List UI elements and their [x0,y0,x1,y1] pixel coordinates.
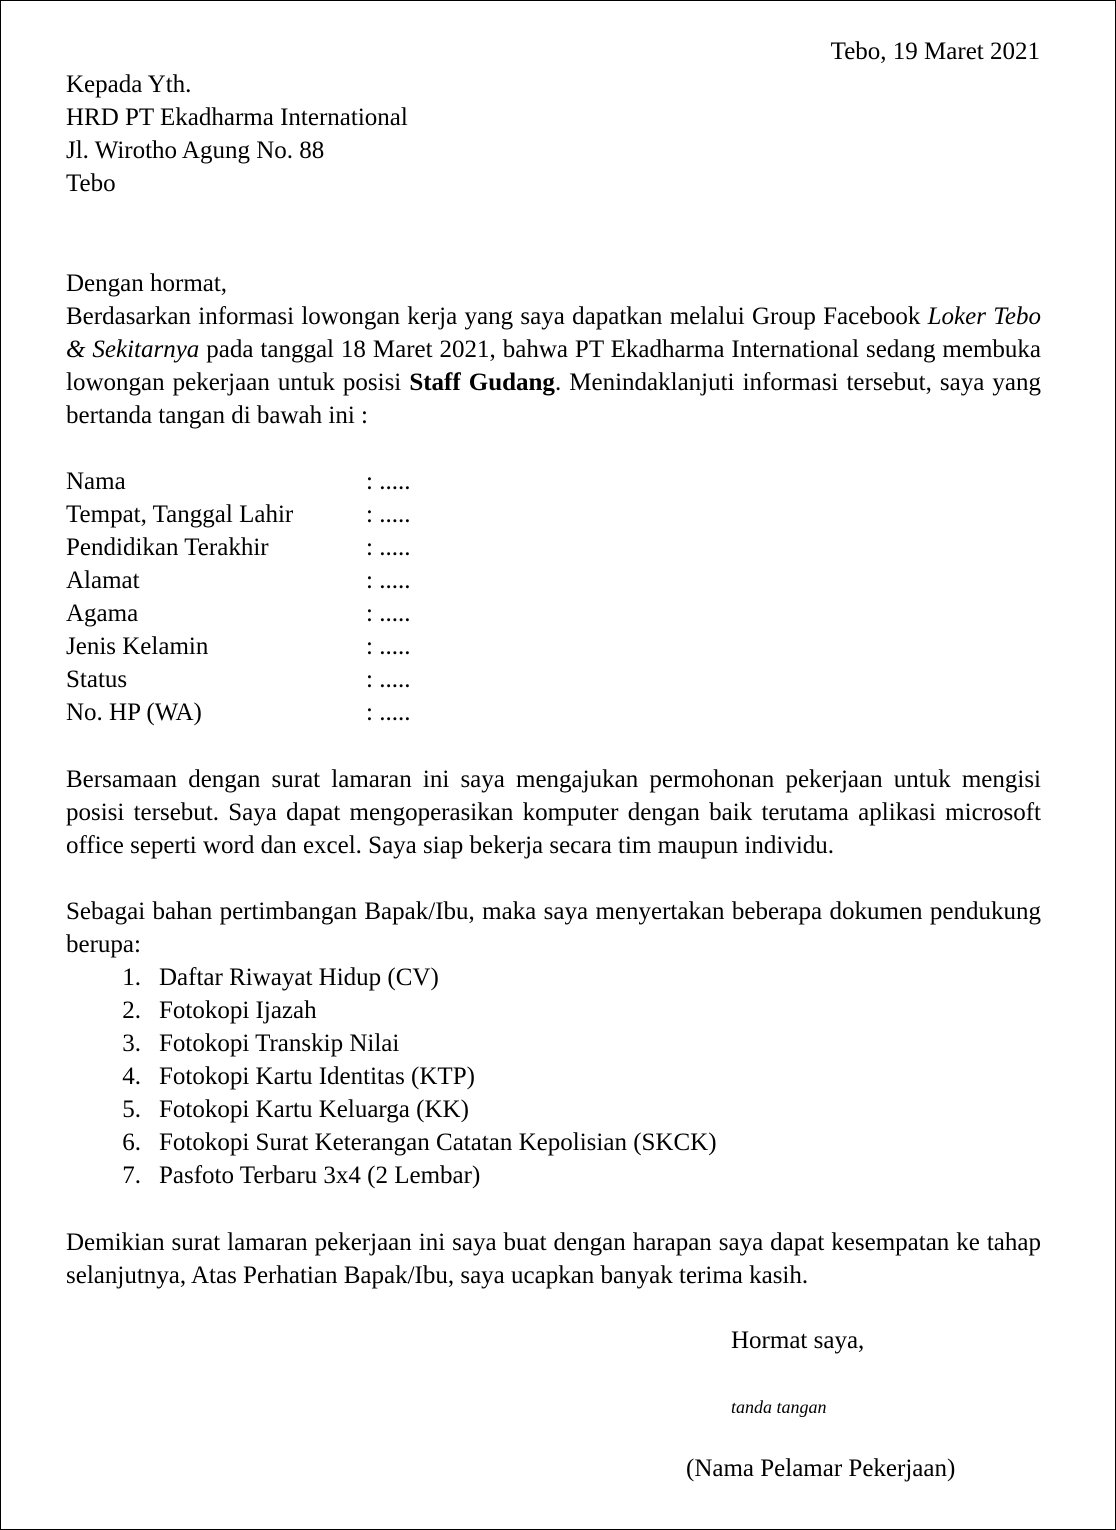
field-value: : ..... [366,534,411,561]
personal-data-row [66,531,1041,564]
field-label: Agama [66,600,139,627]
intro-text: Berdasarkan informasi lowongan kerja yang saya dapatkan melalui Group Facebook [66,303,928,330]
field-value: : ..... [366,600,411,627]
document-item [66,961,717,994]
recipient-line: Kepada Yth. [66,71,192,98]
document-text: Fotokopi Ijazah [159,997,317,1024]
document-text: Fotokopi Transkip Nilai [159,1030,400,1057]
document-item [66,1093,717,1126]
personal-data-row [66,465,1041,498]
field-label: Jenis Kelamin [66,633,209,660]
job-position: Staff Gudang [409,369,555,396]
recipient-line: Jl. Wirotho Agung No. 88 [66,137,325,164]
document-text: Pasfoto Terbaru 3x4 (2 Lembar) [159,1162,481,1189]
document-item [66,1027,717,1060]
sign-off: Hormat saya, [731,1327,865,1354]
field-label: No. HP (WA) [66,699,202,726]
facebook-group-name: Loker Tebo & Sekitarnya [66,303,1041,363]
personal-data-row [66,630,1041,663]
documents-list [66,961,717,1192]
personal-data-row [66,696,1041,729]
personal-data-list [66,465,1041,729]
intro-text: pada tanggal 18 Maret 2021, bahwa PT Ekadharma International sedang membuka lowongan pekerjaan untuk posisi [66,336,1042,396]
document-number: 7. [122,1162,141,1189]
salutation: Dengan hormat, [66,270,228,297]
recipient-line: Tebo [66,170,116,197]
field-value: : ..... [366,468,411,495]
signer-name: (Nama Pelamar Pekerjaan) [686,1455,956,1482]
personal-data-row [66,564,1041,597]
field-value: : ..... [366,567,411,594]
document-number: 4. [122,1063,141,1090]
field-label: Pendidikan Terakhir [66,534,269,561]
document-number: 3. [122,1030,141,1057]
signature-placeholder: tanda tangan [731,1397,827,1417]
document-item [66,994,717,1027]
recipient-address [66,68,1041,200]
document-number: 5. [122,1096,141,1123]
document-text: Fotokopi Surat Keterangan Catatan Kepolisian (SKCK) [159,1129,717,1156]
field-label: Status [66,666,128,693]
document-item [66,1060,717,1093]
field-value: : ..... [366,501,411,528]
recipient-line: HRD PT Ekadharma International [66,104,408,131]
closing-paragraph: Demikian surat lamaran pekerjaan ini saya buat dengan harapan saya dapat kesempatan ke tahap selanjutnya, Atas Perhatian Bapak/Ibu, saya ucapkan banyak terima kasih. [66,1229,1041,1289]
intro-text: . Menindaklanjuti informasi tersebut, saya yang bertanda tangan di bawah ini : [66,369,1041,429]
field-label: Nama [66,468,126,495]
personal-data-row [66,663,1041,696]
field-value: : ..... [366,633,411,660]
field-value: : ..... [366,699,411,726]
document-number: 6. [122,1129,141,1156]
personal-data-row [66,498,1041,531]
documents-intro: Sebagai bahan pertimbangan Bapak/Ibu, maka saya menyertakan beberapa dokumen pendukung berupa: [66,898,1041,958]
field-label: Alamat [66,567,140,594]
document-number: 2. [122,997,141,1024]
field-value: : ..... [366,666,411,693]
body-paragraph: Bersamaan dengan surat lamaran ini saya mengajukan permohonan pekerjaan untuk mengisi posisi tersebut. Saya dapat mengoperasikan komputer dengan baik terutama aplikasi microsoft office seperti word dan excel. Saya siap bekerja secara tim maupun individu. [66,766,1041,859]
intro-paragraph [66,300,1041,432]
document-text: Daftar Riwayat Hidup (CV) [159,964,439,991]
document-text: Fotokopi Kartu Keluarga (KK) [159,1096,469,1123]
field-label: Tempat, Tanggal Lahir [66,501,294,528]
document-item [66,1159,717,1192]
document-item [66,1126,717,1159]
document-text: Fotokopi Kartu Identitas (KTP) [159,1063,475,1090]
letter-date: Tebo, 19 Maret 2021 [830,38,1040,65]
personal-data-row [66,597,1041,630]
document-number: 1. [122,964,141,991]
